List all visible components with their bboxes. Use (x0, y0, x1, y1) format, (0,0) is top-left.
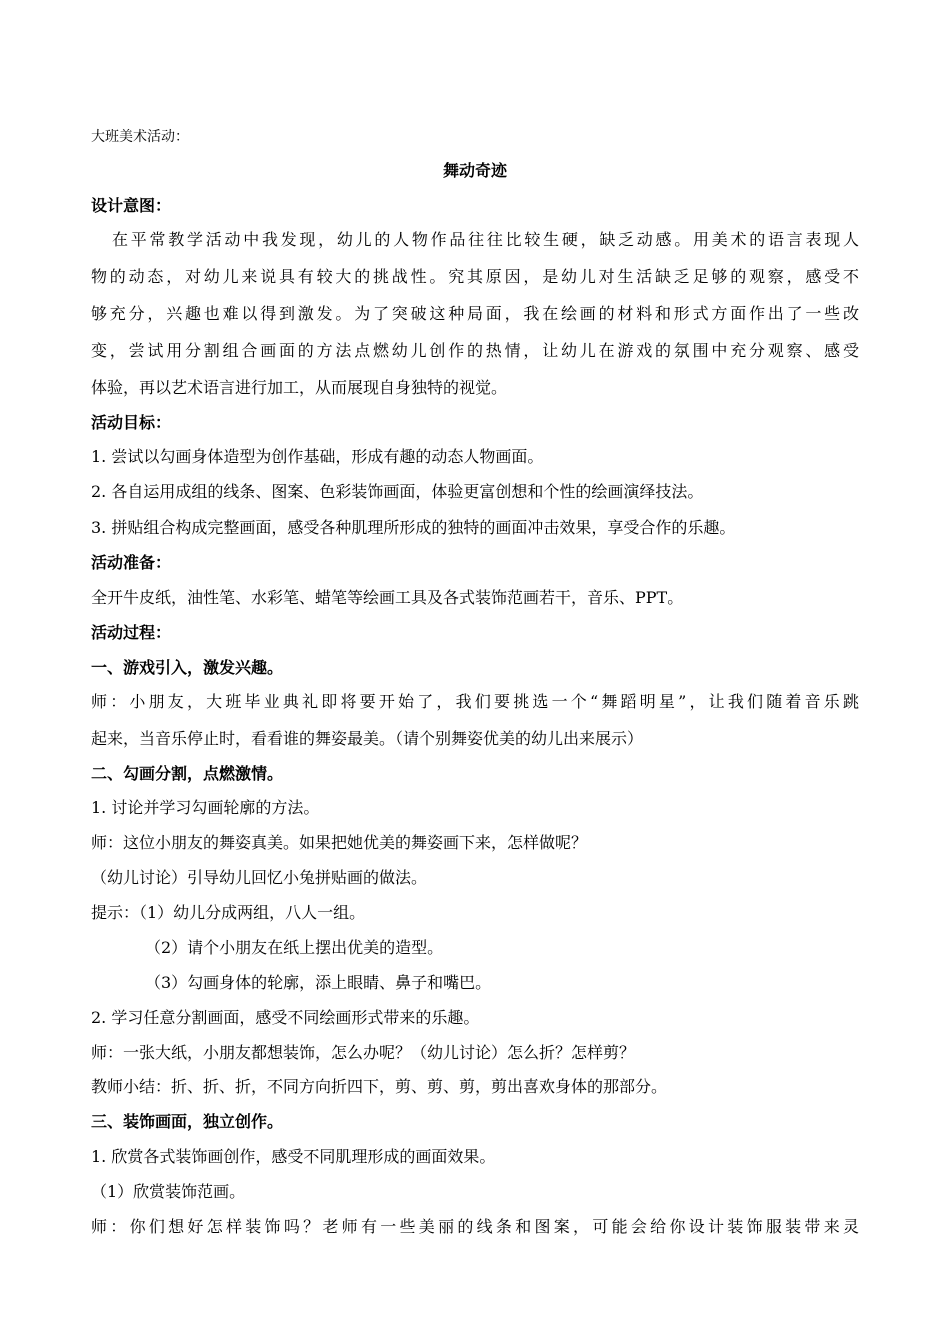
design-paragraph-line: 在平常教学活动中我发现，幼儿的人物作品往往比较生硬，缺乏动感。用美术的语言表现人 (112, 230, 859, 249)
section-2-line: 师：一张大纸，小朋友都想装饰，怎么办呢？（幼儿讨论）怎么折？怎样剪？ (91, 1043, 636, 1062)
design-paragraph-line: 变，尝试用分割组合画面的方法点燃幼儿创作的热情，让幼儿在游戏的氛围中充分观察、感受 (91, 341, 859, 360)
section-2-line: （3）勾画身体的轮廓，添上眼睛、鼻子和嘴巴。 (145, 973, 492, 992)
prep-heading: 活动准备： (91, 553, 172, 572)
goal-item: 3. 拼贴组合构成完整画面，感受各种肌理所形成的独特的画面冲击效果，享受合作的乐趣。 (91, 518, 736, 537)
design-heading: 设计意图： (91, 196, 172, 215)
section-3-line: 1. 欣赏各式装饰画创作，感受不同肌理形成的画面效果。 (91, 1147, 496, 1166)
design-paragraph-line: 物的动态，对幼儿来说具有较大的挑战性。究其原因，是幼儿对生活缺乏足够的观察，感受不 (91, 267, 859, 286)
section-2-line: （幼儿讨论）引导幼儿回忆小兔拼贴画的做法。 (91, 868, 428, 887)
section-2-line: 师：这位小朋友的舞姿真美。如果把她优美的舞姿画下来，怎样做呢？ (91, 833, 588, 852)
section-1-line: 师：小朋友，大班毕业典礼即将要开始了，我们要挑选一个“舞蹈明星”，让我们随着音乐跳 (91, 692, 859, 711)
section-3-line: （1）欣赏装饰范画。 (91, 1182, 246, 1201)
section-2-line: 2. 学习任意分割画面，感受不同绘画形式带来的乐趣。 (91, 1008, 480, 1027)
section-1-line: 起来，当音乐停止时，看看谁的舞姿最美。（请个别舞姿优美的幼儿出来展示） (91, 729, 644, 748)
prep-text: 全开牛皮纸，油性笔、水彩笔、蜡笔等绘画工具及各式装饰范画若干，音乐、PPT。 (91, 588, 684, 607)
section-3-line: 师：你们想好怎样装饰吗？老师有一些美丽的线条和图案，可能会给你设计装饰服装带来灵 (91, 1217, 859, 1236)
section-2-line: 教师小结：折、折、折，不同方向折四下，剪、剪、剪，剪出喜欢身体的那部分。 (91, 1077, 668, 1096)
section-2-line: （2）请个小朋友在纸上摆出优美的造型。 (145, 938, 444, 957)
design-paragraph-line: 体验，再以艺术语言进行加工，从而展现自身独特的视觉。 (91, 378, 508, 397)
page-title: 舞动奇迹 (442, 161, 507, 180)
goal-item: 1. 尝试以勾画身体造型为创作基础，形成有趣的动态人物画面。 (91, 447, 544, 466)
section-3-heading: 三、装饰画面，独立创作。 (91, 1112, 284, 1131)
goals-heading: 活动目标： (91, 413, 172, 432)
section-2-heading: 二、勾画分割，点燃激情。 (91, 764, 284, 783)
design-paragraph-line: 够充分，兴趣也难以得到激发。为了突破这种局面，我在绘画的材料和形式方面作出了一些改 (91, 304, 859, 323)
section-2-line: 1. 讨论并学习勾画轮廓的方法。 (91, 798, 320, 817)
section-1-heading: 一、游戏引入，激发兴趣。 (91, 658, 284, 677)
section-2-line: 提示：（1）幼儿分成两组，八人一组。 (91, 903, 366, 922)
goal-item: 2. 各自运用成组的线条、图案、色彩装饰画面，体验更富创想和个性的绘画演绎技法。 (91, 482, 704, 501)
process-heading: 活动过程： (91, 623, 172, 642)
subject-label: 大班美术活动： (91, 129, 189, 145)
